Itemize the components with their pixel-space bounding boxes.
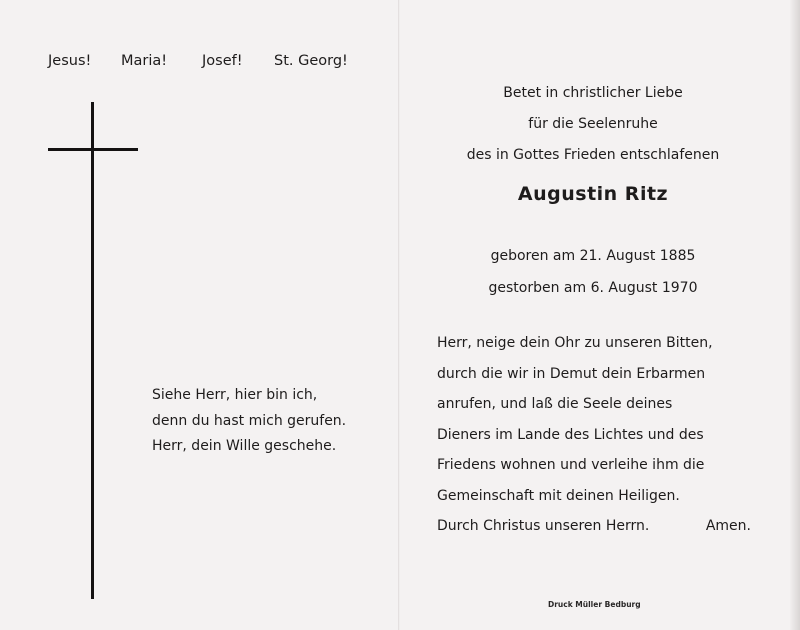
printer-imprint: Druck Müller Bedburg [548, 600, 641, 609]
intro-line: Betet in christlicher Liebe [503, 85, 683, 101]
intro-line: des in Gottes Frieden entschlafenen [466, 147, 720, 163]
right-prayer-line: Herr, neige dein Ohr zu unseren Bitten, [437, 335, 713, 351]
death-date: gestorben am 6. August 1970 [488, 280, 698, 296]
left-prayer-line: denn du hast mich gerufen. [152, 412, 347, 429]
invocation-jesus: Jesus! [48, 53, 92, 69]
left-prayer-line: Siehe Herr, hier bin ich, [152, 387, 318, 403]
right-prayer-line: Dieners im Lande des Lichtes und des [437, 426, 704, 443]
birth-date: geboren am 21. August 1885 [490, 248, 696, 264]
invocation-st-georg: St. Georg! [274, 53, 348, 69]
fold-line [398, 0, 400, 630]
right-prayer-line: durch die wir in Demut dein Erbarmen [437, 365, 706, 382]
invocation-josef: Josef! [202, 53, 243, 69]
left-prayer [152, 383, 346, 460]
right-prayer-line: anrufen, und laß die Seele deines [437, 396, 673, 412]
left-prayer-line: Herr, dein Wille geschehe. [152, 438, 337, 454]
cross-icon-beam [48, 148, 138, 151]
invocation-line [48, 53, 368, 77]
intro-text [420, 78, 766, 171]
right-prayer-closing [437, 511, 751, 542]
invocation-maria: Maria! [121, 53, 168, 69]
right-prayer-line: Gemeinschaft mit deinen Heiligen. [437, 487, 680, 504]
card-edge-shadow [790, 0, 800, 630]
right-prayer [437, 328, 751, 542]
amen: Amen. [705, 518, 751, 534]
closing-phrase: Durch Christus unseren Herrn. [437, 518, 650, 534]
deceased-name: Augustin Ritz [517, 183, 669, 205]
intro-line: für die Seelenruhe [528, 116, 658, 132]
life-dates [420, 240, 766, 304]
right-prayer-line: Friedens wohnen und verleihe ihm die [437, 457, 705, 473]
cross-icon [91, 102, 94, 599]
